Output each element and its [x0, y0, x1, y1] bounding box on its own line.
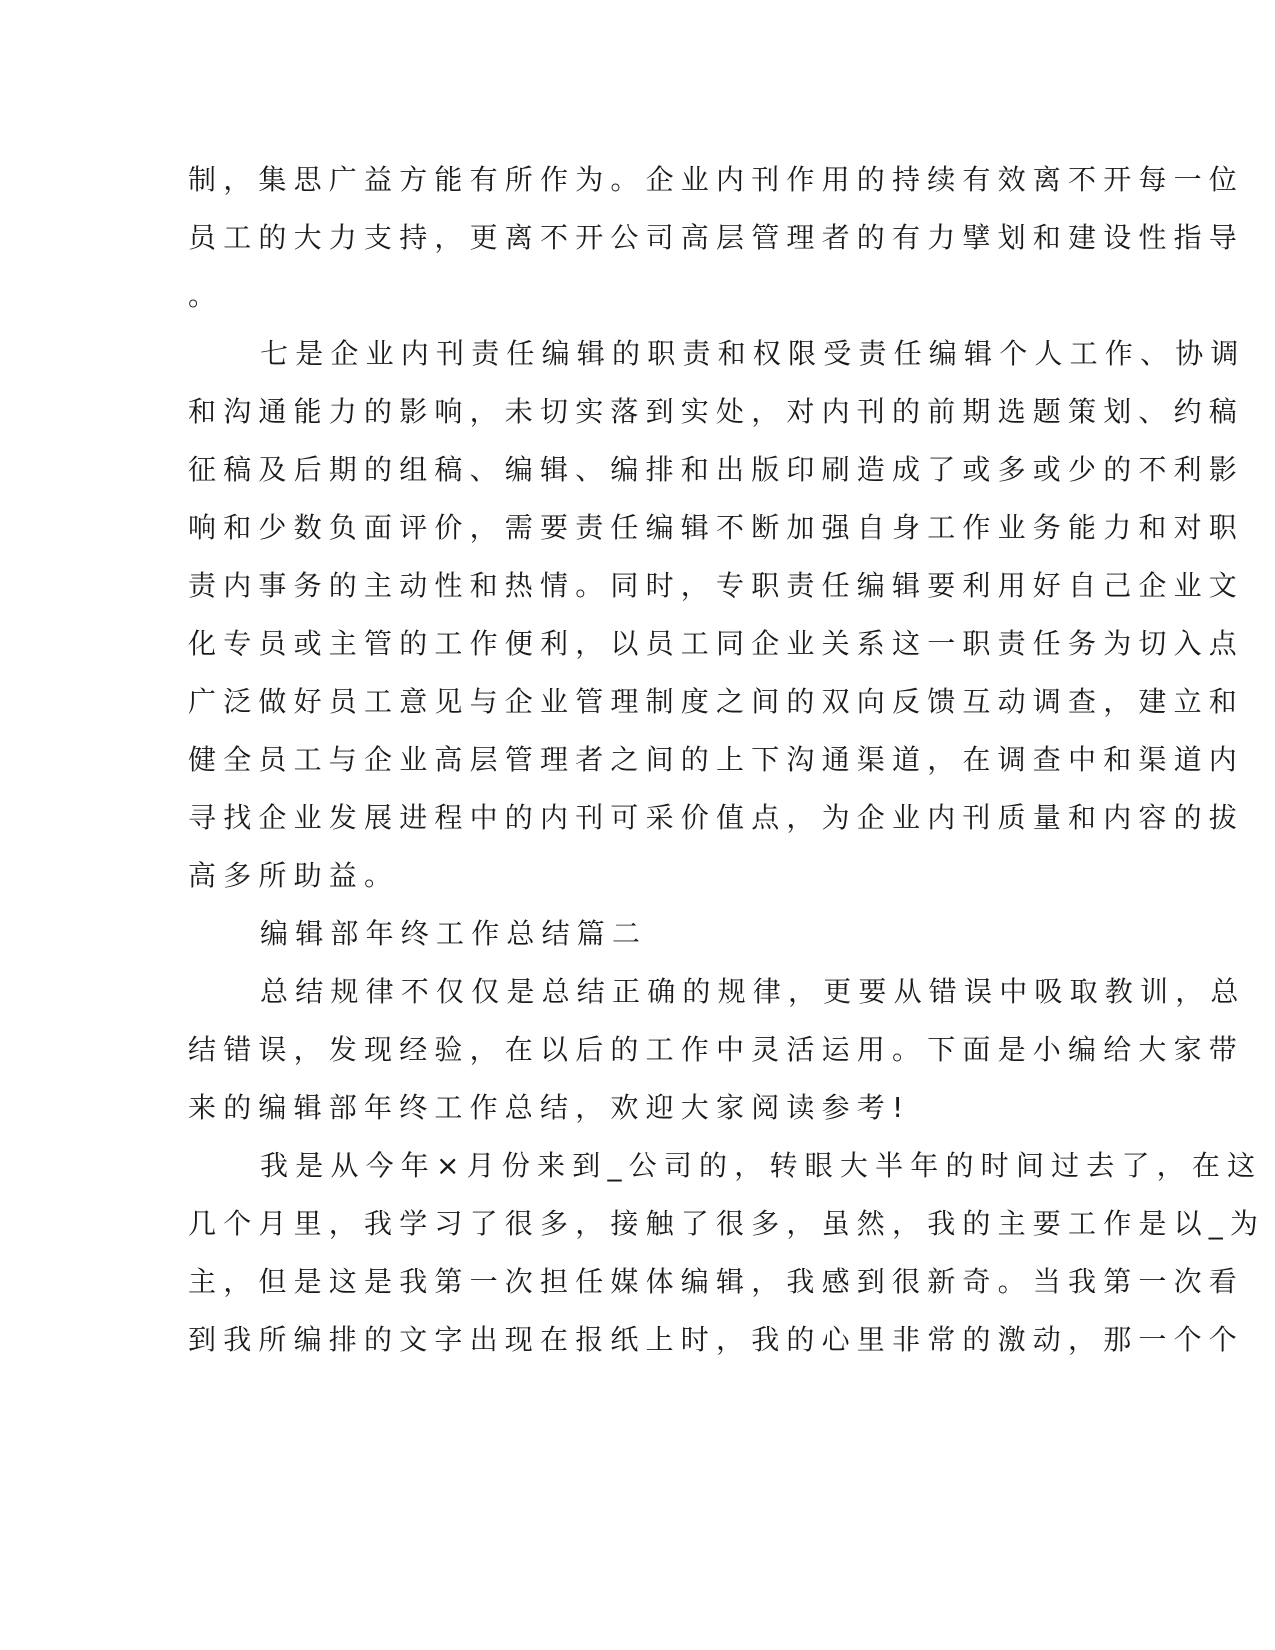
text-line: 寻找企业发展进程中的内刊可采价值点，为企业内刊质量和内容的拔	[188, 801, 1245, 834]
text-line: 制，集思广益方能有所作为。企业内刊作用的持续有效离不开每一位	[188, 163, 1245, 196]
section-heading: 编辑部年终工作总结篇二	[260, 917, 648, 950]
paragraph-first-line: 七是企业内刊责任编辑的职责和权限受责任编辑个人工作、协调	[260, 337, 1246, 370]
text-line: 广泛做好员工意见与企业管理制度之间的双向反馈互动调查，建立和	[188, 685, 1245, 718]
text-line: 征稿及后期的组稿、编辑、编排和出版印刷造成了或多或少的不利影	[188, 453, 1245, 486]
text-line: 和沟通能力的影响，未切实落到实处，对内刊的前期选题策划、约稿	[188, 395, 1245, 428]
paragraph-first-line: 我是从今年×月份来到_公司的，转眼大半年的时间过去了，在这	[260, 1149, 1263, 1182]
text-line: 健全员工与企业高层管理者之间的上下沟通渠道，在调查中和渠道内	[188, 743, 1245, 776]
paragraph-first-line: 总结规律不仅仅是总结正确的规律，更要从错误中吸取教训，总	[260, 975, 1246, 1008]
text-line: 几个月里，我学习了很多，接触了很多，虽然，我的主要工作是以_为	[188, 1207, 1266, 1240]
text-line: 来的编辑部年终工作总结，欢迎大家阅读参考!	[188, 1091, 911, 1124]
text-line: 员工的大力支持，更离不开公司高层管理者的有力擘划和建设性指导	[188, 221, 1245, 254]
text-line: 到我所编排的文字出现在报纸上时，我的心里非常的激动，那一个个	[188, 1323, 1245, 1356]
text-line: 响和少数负面评价，需要责任编辑不断加强自身工作业务能力和对职	[188, 511, 1245, 544]
text-line: 。	[188, 279, 224, 312]
text-line: 化专员或主管的工作便利，以员工同企业关系这一职责任务为切入点	[188, 627, 1245, 660]
text-line: 高多所助益。	[188, 859, 400, 892]
text-line: 主，但是这是我第一次担任媒体编辑，我感到很新奇。当我第一次看	[188, 1265, 1245, 1298]
text-line: 责内事务的主动性和热情。同时，专职责任编辑要利用好自己企业文	[188, 569, 1245, 602]
text-line: 结错误，发现经验，在以后的工作中灵活运用。下面是小编给大家带	[188, 1033, 1245, 1066]
